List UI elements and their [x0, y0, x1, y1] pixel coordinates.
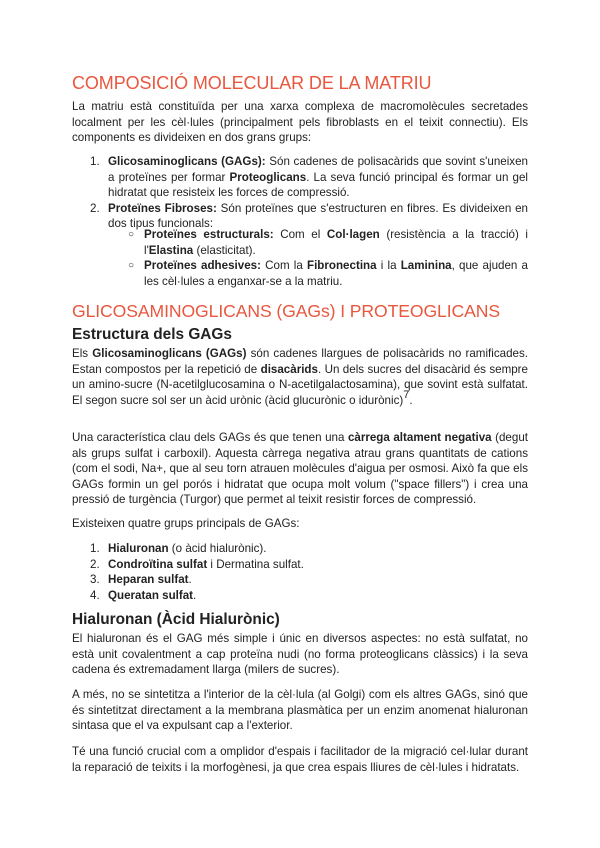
gag-groups-intro: Existeixen quatre grups principals de GAGs: — [72, 517, 300, 530]
term-queratan: Queratan sulfat — [108, 588, 194, 602]
list-text: . La seva funció principal és formar un gel hidratat que resisteix les forces de compressió. — [108, 170, 528, 200]
para-text: (degut als grups sulfat i carboxil). Aquesta càrrega negativa atrau grans quantitats de cations (com el sodi, Na+, que al seu torn atrauen molècules d'aigua per osmosi. Això fa que els GAGs formin un gel porós i hidratat que ocupa molt volum ("space fillers") i crea una pressió de turgència (Turgor) que permet al teixit resistir forces de compressió. — [72, 431, 528, 507]
term-adhesives: Proteïnes adhesives: — [144, 259, 261, 273]
footnote-reference[interactable]: 7 — [403, 388, 410, 401]
term-laminina: Laminina — [400, 259, 452, 273]
list-item — [72, 572, 528, 588]
term-heparan: Heparan sulfat — [108, 573, 189, 587]
hialuronan-paragraph-3: Té una funció crucial com a omplidor d'espais i facilitador de la migració cel·lular durant la reparació de teixits i la morfogènesi, ja que crea espais lliures de cèl·lules i hidratats. — [72, 745, 528, 774]
term-gags: Glicosaminoglicans (GAGs): — [108, 155, 266, 168]
circle-bullet-icon: ○ — [128, 260, 135, 272]
list-number: 1. — [90, 542, 100, 555]
term-gags: Glicosaminoglicans (GAGs) — [92, 347, 247, 360]
term-disacarids: disacàrids — [260, 362, 318, 376]
term-proteoglicans: Proteoglicans — [229, 170, 307, 184]
list-text: (resistència a la tracció) i l' — [144, 228, 529, 257]
list-text: . — [193, 588, 197, 602]
hialuronan-paragraph-1: El hialuronan és el GAG més simple i únic en diversos aspectes: no està sulfatat, no està unit covalentment a cap proteïna nudi (no forma proteoglicans clàssics) i la seva cadena és extremadament llarga (milers de sucres). — [72, 632, 528, 677]
protein-types-list — [72, 227, 528, 289]
list-text: Com la — [260, 259, 307, 273]
list-text: i la — [376, 259, 401, 273]
term-proteines-fibroses: Proteïnes Fibroses: — [108, 201, 217, 215]
list-item — [72, 557, 528, 573]
circle-bullet-icon: ○ — [128, 229, 135, 240]
gags-structure-paragraph — [72, 346, 528, 409]
components-list — [72, 154, 528, 232]
term-fibronectina: Fibronectina — [307, 259, 377, 273]
list-text: . — [188, 573, 192, 587]
term-condroitina: Condroïtina sulfat — [108, 557, 208, 571]
list-text: Com el — [273, 228, 327, 241]
hialuronan-paragraph-2: A més, no se sintetitza a l'interior de la cèl·lula (al Golgi) com els altres GAGs, sinó que és sintetitzat directament a la membrana plasmàtica per un enzim anomenat hialuronan sintasa que el va expulsant cap a l'exterior. — [72, 688, 528, 733]
para-text: són cadenes llargues de polisacàrids no ramificades. Estan compostos per la repetició de — [72, 347, 528, 376]
list-item — [72, 154, 528, 201]
para-text: Els — [72, 347, 93, 360]
term-collagen: Col·lagen — [326, 228, 380, 241]
list-number: 3. — [90, 573, 100, 587]
list-number: 2. — [90, 201, 100, 215]
list-text: (o àcid hialurònic). — [168, 542, 267, 555]
list-text: Són proteïnes que s'estructuren en fibres. Es divideixen en dos tipus funcionals: — [108, 201, 528, 231]
list-number: 2. — [90, 557, 100, 571]
list-item — [72, 588, 528, 604]
section-title-composition: COMPOSICIÓ MOLECULAR DE LA MATRIU — [72, 73, 432, 93]
term-hialuronan: Hialuronan — [108, 542, 169, 555]
list-item — [72, 227, 528, 258]
section-title-gags: GLICOSAMINOGLICANS (GAGs) I PROTEOGLICANS — [72, 301, 500, 321]
list-item — [72, 258, 528, 289]
list-number: 1. — [90, 155, 100, 168]
term-elastina: Elastina — [148, 243, 194, 257]
term-estructurals: Proteïnes estructurals: — [144, 228, 274, 241]
intro-paragraph: La matriu està constituïda per una xarxa complexa de macromolècules secretades localment per les cèl·lules (principalment pels fibroblasts en el teixit connectiu). Els components es divideixen en dos grans grups: — [72, 100, 528, 145]
subheading-hialuronan: Hialuronan (Àcid Hialurònic) — [72, 611, 280, 628]
para-text: . Un dels sucres del disacàrid és sempre un amino-sucre (N-acetilglucosamina o N-acetilgalactosamina), que sovint està sulfatat. El segon sucre sol ser un àcid urònic (àcid glucurònic o idurònic) — [72, 362, 528, 407]
para-text: Una característica clau dels GAGs és que tenen una — [72, 431, 348, 444]
list-text: Són cadenes de polisacàrids que sovint s'uneixen a proteïnes per formar — [108, 155, 528, 184]
list-item — [72, 541, 528, 557]
list-text: , que ajuden a les cèl·lules a enganxar-se a la matriu. — [144, 259, 528, 288]
term-carrega-negativa: càrrega altament negativa — [347, 431, 492, 444]
para-text: . — [409, 393, 413, 407]
subheading-estructura: Estructura dels GAGs — [72, 326, 232, 343]
gag-groups-list — [72, 541, 528, 603]
list-text: i Dermatina sulfat. — [207, 557, 304, 571]
list-text: (elasticitat). — [193, 243, 256, 257]
list-number: 4. — [90, 588, 100, 602]
negative-charge-paragraph — [72, 430, 528, 508]
